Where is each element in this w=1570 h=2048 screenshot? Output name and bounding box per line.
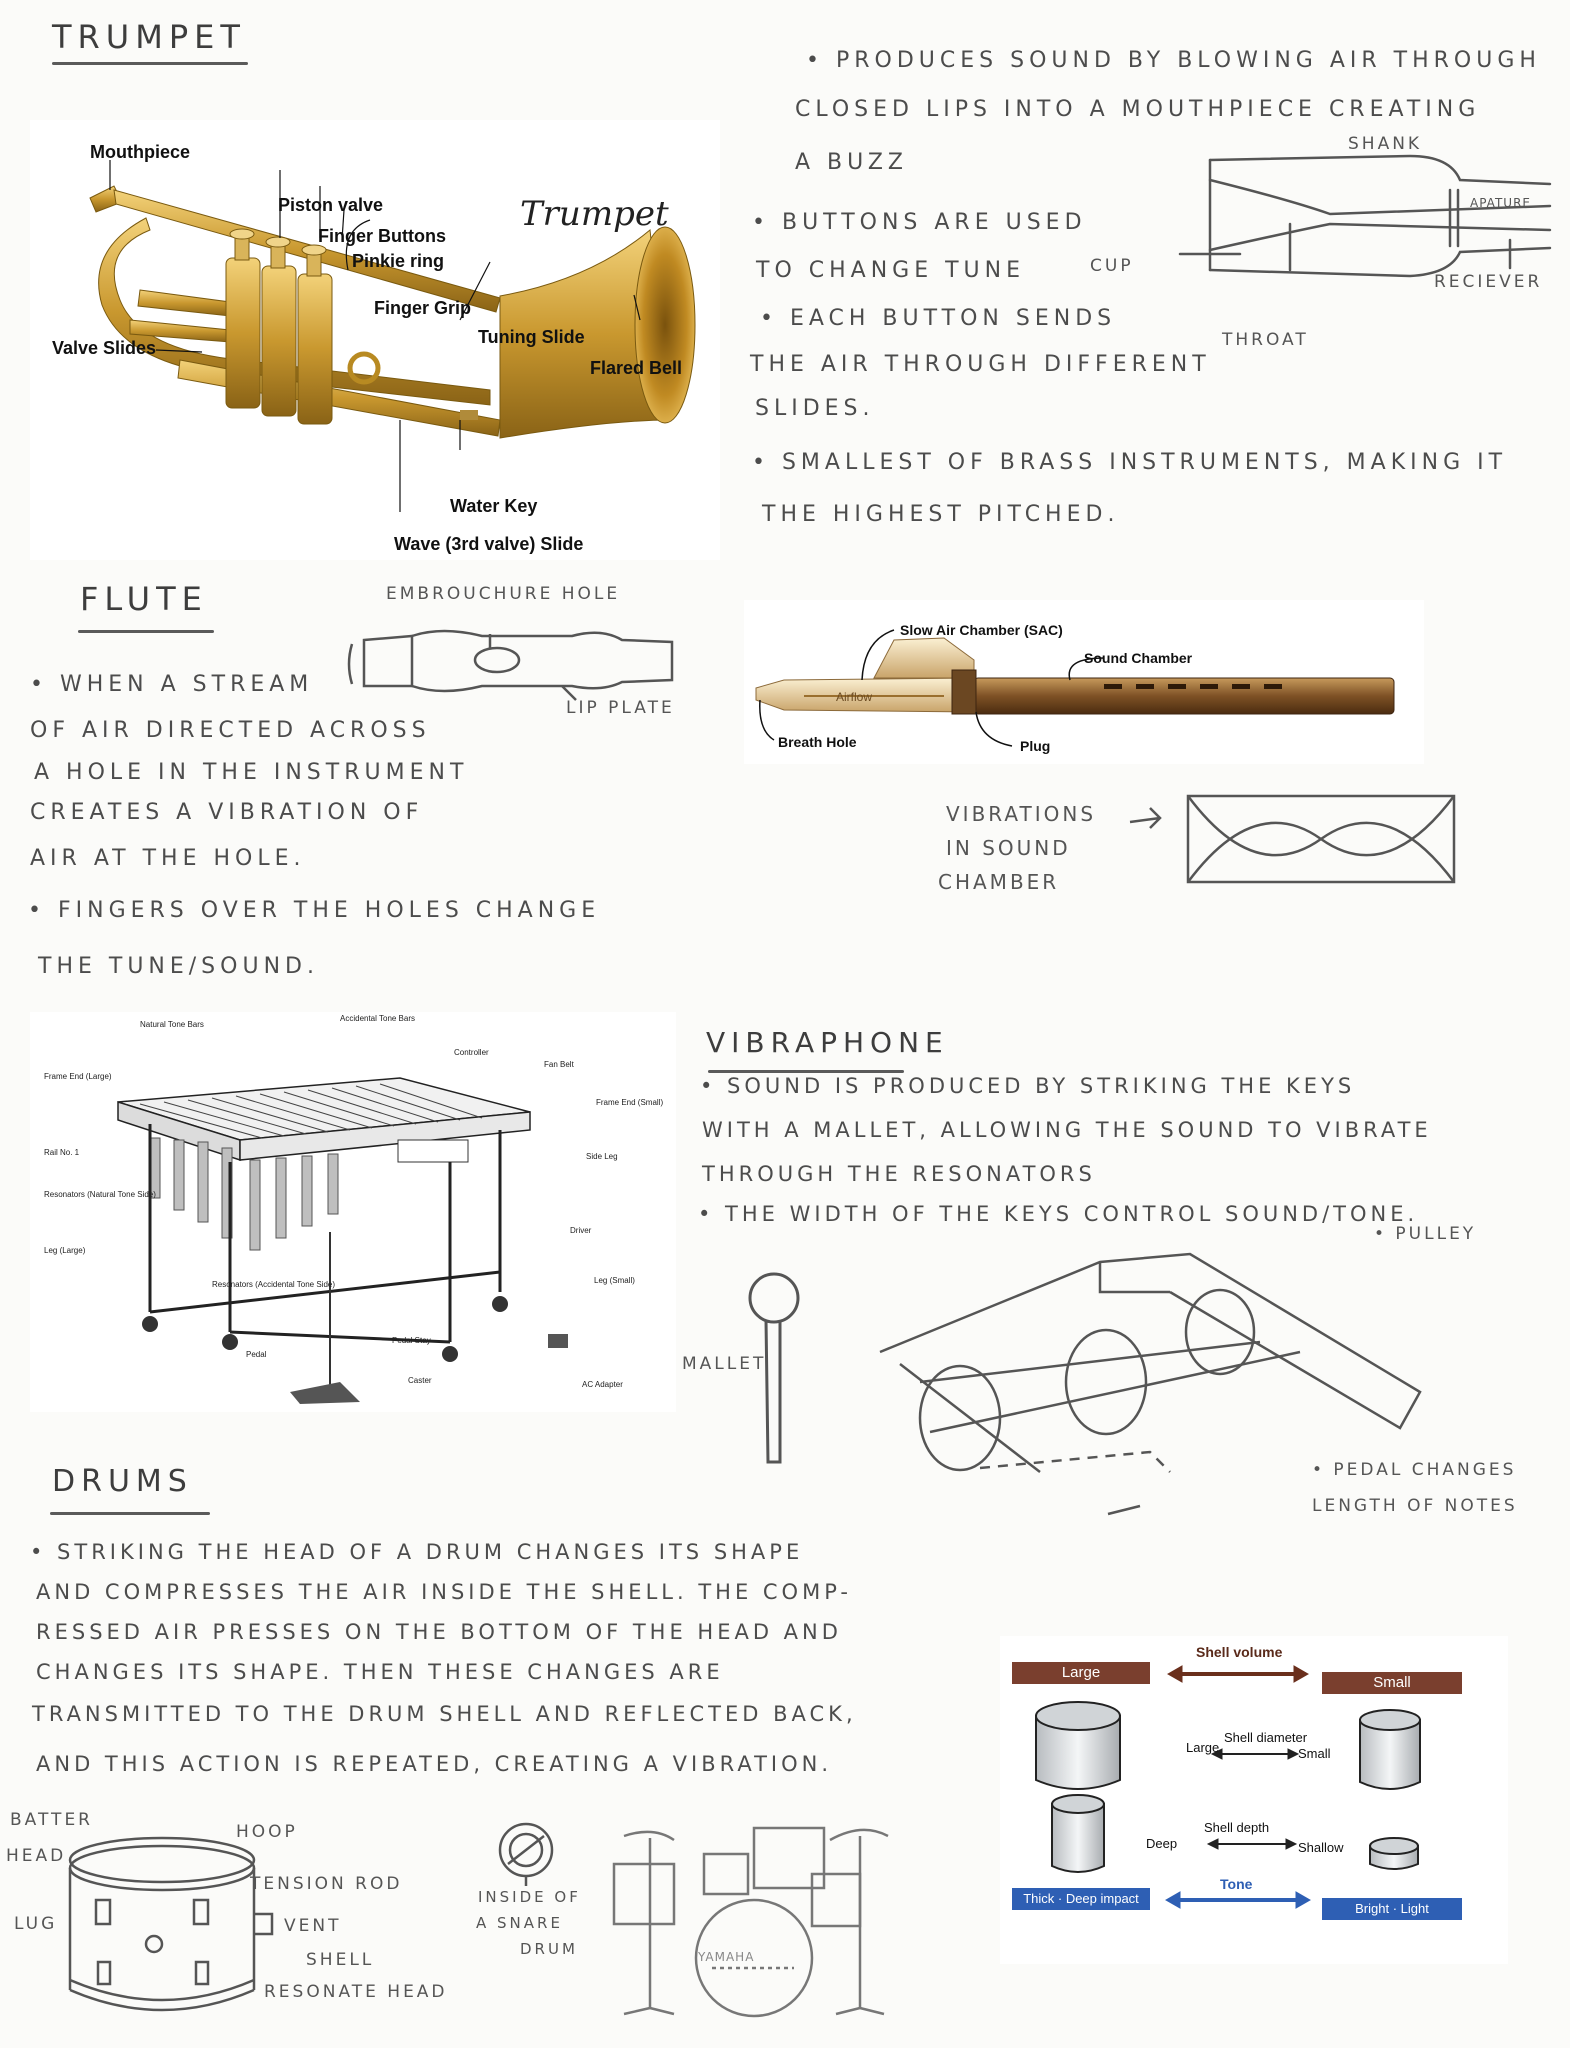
flute-label-breath-hole: Breath Hole — [778, 734, 857, 750]
vib-label-caster: Caster — [408, 1376, 432, 1385]
label-tone: Tone — [1220, 1876, 1253, 1892]
vibraphone-note-1: • SOUND IS PRODUCED BY STRIKING THE KEYS — [700, 1074, 1356, 1098]
tag-large: Large — [1012, 1662, 1150, 1684]
vibraphone-diagram — [30, 1012, 676, 1412]
trumpet-note-8: SLIDES. — [755, 396, 875, 421]
trumpet-diagram — [30, 120, 720, 560]
trumpet-note-4: • BUTTONS ARE USED — [752, 210, 1087, 235]
label-finger-buttons: Finger Buttons — [318, 226, 446, 246]
vib-label-side-leg: Side Leg — [586, 1152, 618, 1161]
trumpet-title-underline — [52, 62, 248, 65]
sketch-label-pedal-note-1: • PEDAL CHANGES — [1312, 1460, 1517, 1480]
label-flared-bell: Flared Bell — [590, 358, 683, 378]
flute-label-airflow: Airflow — [836, 690, 873, 704]
vib-label-accidental-tone-bars: Accidental Tone Bars — [340, 1014, 416, 1023]
sketch-label-shank: SHANK — [1348, 134, 1423, 154]
flute-title: FLUTE — [80, 580, 208, 618]
drums-note-2: AND COMPRESSES THE AIR INSIDE THE SHELL. THE COMP- — [36, 1580, 852, 1604]
flute-label-sound-chamber: Sound Chamber — [1084, 650, 1193, 666]
drum-label-inside-3: DRUM — [520, 1940, 578, 1958]
flute-label-sac: Slow Air Chamber (SAC) — [900, 622, 1063, 638]
resonator-sketch — [880, 1232, 1420, 1492]
trumpet-note-2: CLOSED LIPS INTO A MOUTHPIECE CREATING — [795, 97, 1481, 122]
flute-note-3: A HOLE IN THE INSTRUMENT — [34, 760, 469, 785]
vib-label-frame-end-small: Frame End (Small) — [596, 1098, 664, 1107]
drum-label-inside-2: A SNARE — [476, 1914, 563, 1932]
tag-small: Small — [1322, 1672, 1462, 1694]
drum-label-batter-1: BATTER — [10, 1810, 93, 1830]
label-tuning-slide: Tuning Slide — [478, 327, 585, 347]
drum-label-yamaha: YAMAHA — [698, 1950, 755, 1964]
drum-label-resonate-head: RESONATE HEAD — [264, 1982, 448, 2002]
sketch-label-aperture: APATURE — [1470, 196, 1531, 210]
trumpet-title: TRUMPET — [52, 18, 246, 56]
mouthpiece-sketch — [1180, 140, 1560, 320]
drum-label-lug: LUG — [14, 1914, 58, 1934]
sketch-label-mallet: MALLET — [682, 1354, 767, 1374]
vib-label-natural-tone-bars: Natural Tone Bars — [140, 1020, 204, 1029]
flute-note-4: CREATES A VIBRATION OF — [30, 800, 424, 825]
vib-label-frame-end-large: Frame End (Large) — [44, 1072, 112, 1081]
drums-note-6: AND THIS ACTION IS REPEATED, CREATING A VIBRATION. — [36, 1752, 833, 1776]
drum-anatomy-sketch — [62, 1830, 272, 2030]
trumpet-note-3: A BUZZ — [795, 150, 908, 175]
sketch-label-throat: THROAT — [1222, 330, 1309, 350]
sketch-label-pulley: • PULLEY — [1374, 1224, 1477, 1244]
flute-note-5: AIR AT THE HOLE. — [30, 846, 306, 871]
trumpet-script-title: Trumpet — [520, 194, 669, 234]
label-diam-small: Small — [1298, 1746, 1331, 1761]
label-pinkie-ring: Pinkie ring — [352, 251, 445, 271]
label-diam-large: Large — [1186, 1740, 1220, 1755]
trumpet-note-9: • SMALLEST OF BRASS INSTRUMENTS, MAKING IT — [752, 450, 1508, 475]
trumpet-note-6: • EACH BUTTON SENDS — [760, 306, 1117, 331]
vibrations-note-3: CHAMBER — [938, 870, 1060, 894]
drums-note-4: CHANGES ITS SHAPE. THEN THESE CHANGES ARE — [36, 1660, 724, 1684]
drum-label-tension-rod: TENSION ROD — [250, 1874, 403, 1894]
flute-title-underline — [78, 630, 214, 633]
label-shell-volume: Shell volume — [1196, 1644, 1283, 1660]
flute-label-lip-plate: LIP PLATE — [566, 698, 675, 718]
vib-label-rail-no1: Rail No. 1 — [44, 1148, 80, 1157]
vib-label-resonators-accidental: Resonators (Accidental Tone Side) — [212, 1280, 336, 1289]
vibraphone-title-underline — [708, 1070, 904, 1073]
vib-label-driver: Driver — [570, 1226, 592, 1235]
snare-inside-sketch — [494, 1820, 564, 1890]
flute-diagram — [744, 600, 1424, 764]
flute-note-7: THE TUNE/SOUND. — [38, 954, 319, 979]
drums-note-5: TRANSMITTED TO THE DRUM SHELL AND REFLECTED BACK, — [32, 1702, 857, 1726]
drum-label-inside-1: INSIDE OF — [478, 1888, 581, 1906]
drum-label-shell: SHELL — [306, 1950, 375, 1970]
sketch-label-reciever: RECIEVER — [1434, 272, 1543, 292]
trumpet-note-7: THE AIR THROUGH DIFFERENT — [750, 352, 1211, 377]
drum-label-vent: VENT — [284, 1916, 342, 1936]
flute-note-2: OF AIR DIRECTED ACROSS — [30, 718, 431, 743]
trumpet-note-10: THE HIGHEST PITCHED. — [762, 502, 1120, 527]
trumpet-note-5: TO CHANGE TUNE — [756, 258, 1025, 283]
vibraphone-note-3: THROUGH THE RESONATORS — [702, 1162, 1096, 1186]
label-mouthpiece: Mouthpiece — [90, 142, 191, 162]
tag-bright: Bright · Light — [1322, 1898, 1462, 1920]
drum-kit-sketch — [604, 1818, 924, 2018]
label-finger-grip: Finger Grip — [374, 298, 472, 318]
label-wave-slide: Wave (3rd valve) Slide — [394, 534, 584, 554]
vib-label-resonators-natural: Resonators (Natural Tone Side) — [44, 1190, 156, 1199]
drums-title: DRUMS — [52, 1464, 193, 1499]
vib-label-pedal-stay: Pedal Stay — [392, 1336, 431, 1345]
label-shallow: Shallow — [1298, 1840, 1344, 1855]
drums-note-1: • STRIKING THE HEAD OF A DRUM CHANGES ITS SHAPE — [30, 1540, 804, 1564]
flute-label-embouchure: EMBROUCHURE HOLE — [386, 584, 621, 604]
vib-label-fan-belt: Fan Belt — [544, 1060, 574, 1069]
label-shell-diameter: Shell diameter — [1224, 1730, 1308, 1745]
label-valve-slides: Valve Slides — [52, 338, 157, 358]
standing-wave-sketch — [1120, 790, 1470, 890]
sketch-label-cup: CUP — [1090, 256, 1134, 276]
shell-diagram — [1000, 1636, 1508, 1964]
shell-diagram-graphics — [1000, 1636, 1508, 1964]
vibraphone-title: VIBRAPHONE — [706, 1026, 949, 1059]
vib-label-pedal: Pedal — [246, 1350, 267, 1359]
trumpet-note-1: • PRODUCES SOUND BY BLOWING AIR THROUGH — [806, 48, 1541, 73]
flute-headjoint-sketch — [352, 630, 682, 700]
vibrations-note-2: IN SOUND — [946, 836, 1071, 860]
sketch-label-pedal-note-2: LENGTH OF NOTES — [1312, 1496, 1518, 1516]
label-shell-depth: Shell depth — [1204, 1820, 1270, 1835]
vibrations-note-1: VIBRATIONS — [946, 802, 1097, 826]
drum-label-batter-2: HEAD — [6, 1846, 67, 1866]
label-deep: Deep — [1146, 1836, 1178, 1851]
tag-thick: Thick · Deep impact — [1012, 1888, 1150, 1910]
label-piston-valve: Piston valve — [278, 195, 384, 215]
flute-note-1: • WHEN A STREAM — [30, 672, 314, 697]
label-water-key: Water Key — [450, 496, 538, 516]
drum-label-hoop: HOOP — [236, 1822, 298, 1842]
vib-label-leg-large: Leg (Large) — [44, 1246, 86, 1255]
vibraphone-illustration — [30, 1012, 676, 1412]
vib-label-controller: Controller — [454, 1048, 489, 1057]
drums-title-underline — [50, 1512, 210, 1515]
vib-label-leg-small: Leg (Small) — [594, 1276, 635, 1285]
flute-label-plug: Plug — [1020, 738, 1051, 754]
drums-note-3: RESSED AIR PRESSES ON THE BOTTOM OF THE HEAD AND — [36, 1620, 842, 1644]
vib-label-ac-adapter: AC Adapter — [582, 1380, 623, 1389]
vibraphone-note-2: WITH A MALLET, ALLOWING THE SOUND TO VIBRATE — [702, 1118, 1432, 1142]
vibraphone-note-4: • THE WIDTH OF THE KEYS CONTROL SOUND/TONE. — [698, 1202, 1419, 1226]
flute-note-6: • FINGERS OVER THE HOLES CHANGE — [28, 898, 601, 923]
